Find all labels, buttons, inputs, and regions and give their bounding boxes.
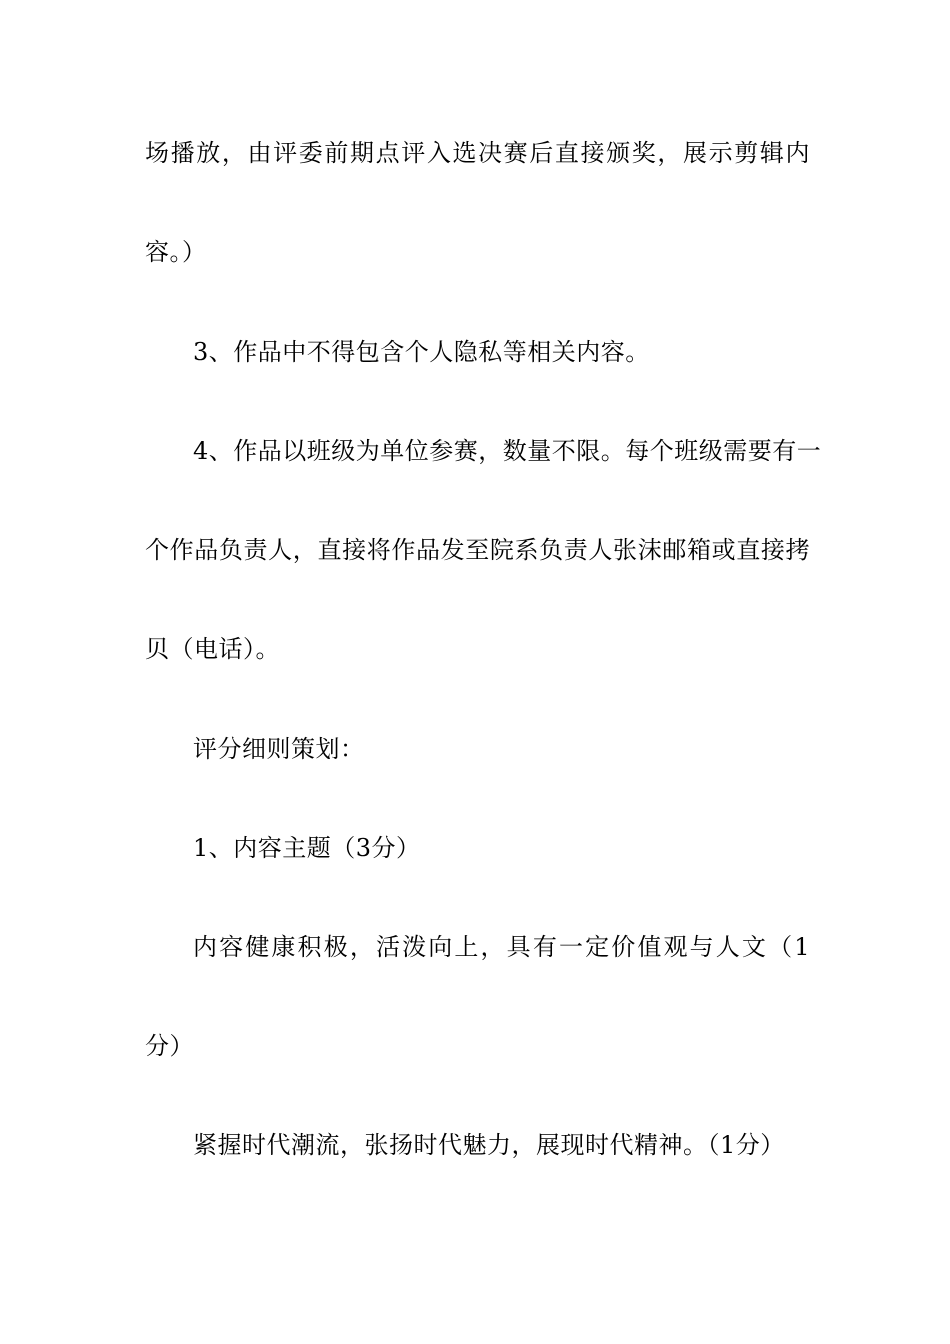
paragraph-line-6: 贝（电话）。 — [145, 635, 280, 663]
paragraph-line-5: 个作品负责人，直接将作品发至院系负责人张沫邮箱或直接拷 — [145, 536, 810, 564]
paragraph-line-1: 场播放，由评委前期点评入选决赛后直接颁奖，展示剪辑内 — [145, 139, 810, 167]
paragraph-line-10: 分） — [145, 1032, 194, 1060]
paragraph-line-2: 容。） — [145, 238, 207, 266]
paragraph-line-9: 内容健康积极，活泼向上，具有一定价值观与人文（1 — [193, 933, 810, 961]
paragraph-line-4: 4、作品以班级为单位参赛，数量不限。每个班级需要有一 — [193, 437, 822, 465]
paragraph-line-3: 3、作品中不得包含个人隐私等相关内容。 — [193, 338, 650, 366]
section-heading: 评分细则策划： — [193, 735, 365, 763]
scoring-item-title: 1、内容主题（3分） — [193, 834, 421, 862]
paragraph-line-11: 紧握时代潮流，张扬时代魅力，展现时代精神。（1分） — [193, 1131, 785, 1159]
